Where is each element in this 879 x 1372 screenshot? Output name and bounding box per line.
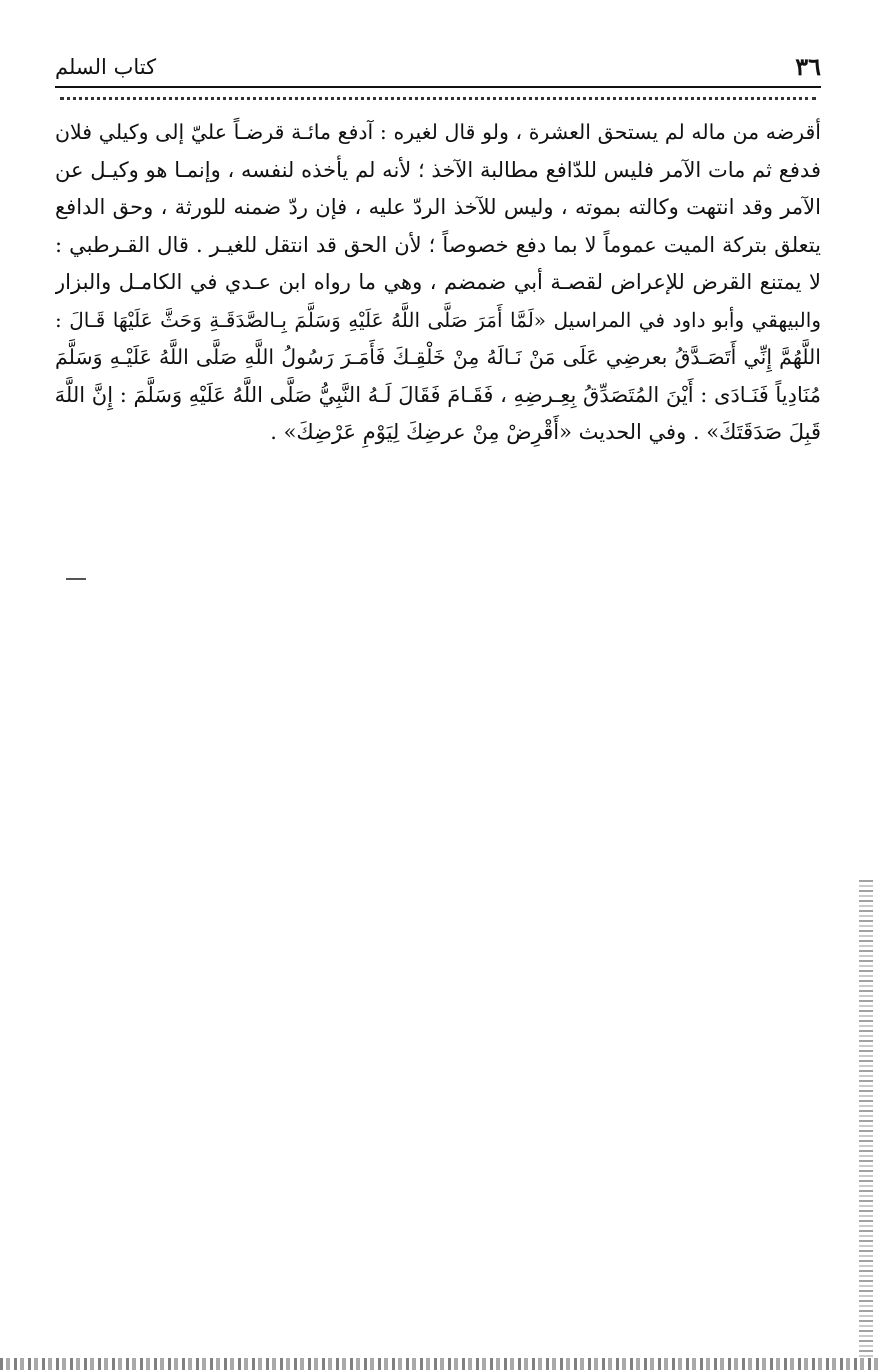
text-line: أقرضه من ماله لم يستحق العشرة ، ولو قال لغيره : آدفع مائـة قرضـاً عليّ إلى وكيلي فلان xyxy=(55,120,821,144)
text-line: فدفع ثم مات الآمر فليس للدّافع مطالبة الآخذ ؛ لأنه لم يأخذه لنفسه ، وإنمـا هو وكيـل عن xyxy=(55,157,821,182)
text-line: الآمر وقد انتهت وكالته بموته ، وليس للآخذ الردّ عليه ، فإن ردّ ضمنه للورثة ، وحق الدافع xyxy=(55,195,821,219)
text-line: اللَّهُمَّ إِنِّي أَتَصَـدَّقُ بعرضِي عَلَى مَنْ نَـالَهُ مِنْ خَلْقِـكَ فَأَمَـرَ رَسُولُ اللَّهِ صَلَّى اللَّهُ عَلَيْـهِ وَسَلَّمَ xyxy=(55,345,821,369)
stray-mark xyxy=(66,578,86,580)
page-number: ٣٦ xyxy=(795,52,821,81)
header-rule xyxy=(55,86,821,88)
dotted-separator xyxy=(60,97,816,100)
text-line: مُنَادِياً فَنَـادَى : أَيْنَ المُتَصَدِّقُ بِعِـرضِهِ ، فَقَـامَ فَقَالَ لَـهُ النَّبِيُّ صَلَّى اللَّهُ عَلَيْهِ وَسَلَّمَ : إِنَّ اللَّهَ xyxy=(55,382,821,407)
text-line: يتعلق بتركة الميت عموماً لا بما دفع خصوصاً ؛ لأن الحق قد انتقل للغيـر . قال القـرطبي : xyxy=(55,232,821,257)
running-head xyxy=(55,50,821,84)
running-title: كتاب السلم xyxy=(55,55,157,79)
decorative-border-bottom xyxy=(0,1358,879,1370)
body-text xyxy=(55,114,821,452)
text-line-last: قَبِلَ صَدَقَتَكَ» . وفي الحديث «أَقْرِضْ مِنْ عرضِكَ لِيَوْمِ عَرْضِكَ» . xyxy=(270,420,821,444)
text-line: لا يمتنع القرض للإعراض لقصـة أبي ضمضم ، وهي ما رواه ابن عـدي في الكامـل والبزار xyxy=(55,270,821,294)
text-line: والبيهقي وأبو داود في المراسيل «لَمَّا أَمَرَ صَلَّى اللَّهُ عَلَيْهِ وَسَلَّمَ بِـالصَّدَقَـةِ وَحَثَّ عَلَيْهَا قَـالَ : xyxy=(55,307,821,332)
decorative-border-right xyxy=(859,880,873,1360)
